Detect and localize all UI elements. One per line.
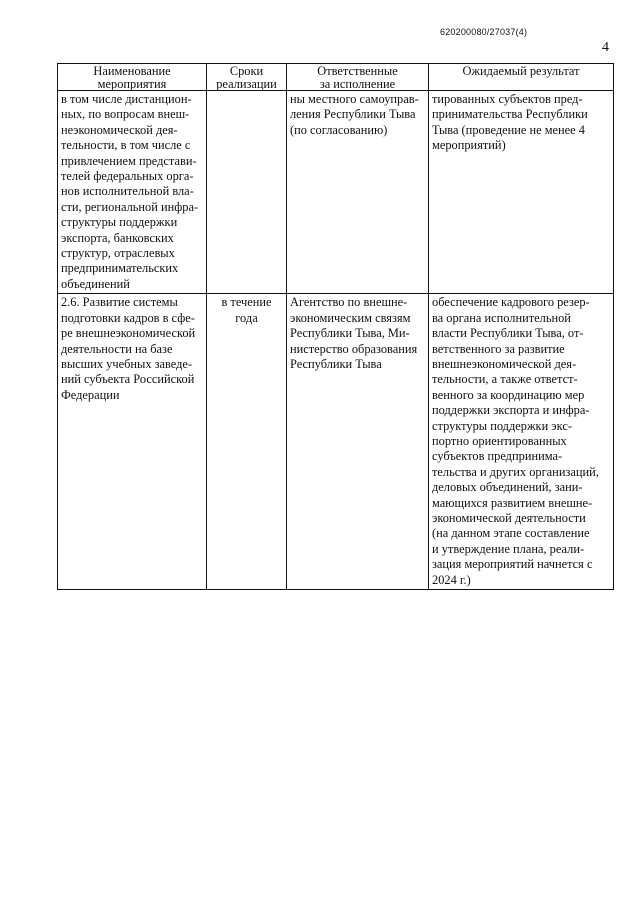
text-line: структур, отраслевых [61, 246, 175, 261]
text-line: года [235, 310, 258, 325]
text-line: мероприятий) [432, 138, 506, 153]
text-line: нов исполнительной вла- [61, 184, 194, 199]
text-line: поддержки экспорта и инфра- [432, 403, 590, 418]
text-line: 2024 г.) [432, 572, 471, 587]
table-header-row [58, 64, 614, 91]
text-line: подготовки кадров в сфе- [61, 310, 195, 325]
text-line: предпринимательских [61, 261, 179, 276]
cell-activity [58, 294, 207, 590]
text-line: тельства и других организаций, [432, 464, 599, 479]
table-row [58, 294, 614, 590]
document-number: 620200080/27037(4) [440, 27, 528, 37]
text-line: ре внешнеэкономической [61, 326, 196, 341]
text-line: за исполнение [319, 77, 396, 90]
cell-result [429, 91, 614, 294]
text-line: деловых объединений, зани- [432, 480, 583, 495]
text-line: Республики Тыва [290, 356, 382, 371]
text-line: ных, по вопросам внеш- [61, 107, 190, 122]
text-line: сти, региональной инфра- [61, 199, 199, 214]
text-line: тельности, в том числе с [61, 138, 191, 153]
text-line: (на данном этапе составление [432, 526, 590, 541]
text-line: мероприятия [97, 77, 167, 90]
text-line: зация мероприятий начнется с [432, 557, 593, 572]
header-result [429, 64, 614, 91]
text-line: реализации [216, 77, 277, 90]
cell-activity [58, 91, 207, 294]
text-line: венного за координацию мер [432, 387, 585, 402]
text-line: ветственного за развитие [432, 341, 565, 356]
text-line: Тыва (проведение не менее 4 [432, 122, 585, 137]
table-row [58, 91, 614, 294]
text-line: структуры поддержки экс- [432, 418, 572, 433]
text-line: власти Республики Тыва, от- [432, 326, 584, 341]
text-line: 2.6. Развитие системы [61, 295, 178, 310]
cell-responsible [287, 294, 429, 590]
text-line: Федерации [61, 387, 120, 402]
text-line: деятельности на базе [61, 341, 173, 356]
text-line: ва органа исполнительной [432, 310, 571, 325]
text-line: (по согласованию) [290, 122, 388, 137]
text-line: высших учебных заведе- [61, 356, 193, 371]
text-line: Республики Тыва, Ми- [290, 326, 410, 341]
text-line: тельности, а также ответст- [432, 372, 578, 387]
text-line: Сроки [229, 65, 264, 78]
text-line: Ответственные [317, 65, 398, 78]
text-line: Ожидаемый результат [462, 65, 580, 78]
text-line: в течение [221, 295, 272, 310]
text-line: обеспечение кадрового резер- [432, 295, 590, 310]
text-line: экономическим связям [290, 310, 411, 325]
text-line: Агентство по внешне- [290, 295, 408, 310]
text-line: принимательства Республики [432, 107, 588, 122]
cell-responsible [287, 91, 429, 294]
text-line: нистерство образования [290, 341, 418, 356]
text-line: ний субъекта Российской [61, 372, 195, 387]
text-line: мающихся развитием внешне- [432, 495, 593, 510]
text-line: неэкономической дея- [61, 122, 178, 137]
plan-table [57, 63, 614, 590]
header-name [58, 64, 207, 91]
text-line: привлечением представи- [61, 153, 197, 168]
text-line: структуры поддержки [61, 215, 178, 230]
text-line: ления Республики Тыва [290, 107, 416, 122]
text-line: тированных субъектов пред- [432, 92, 583, 106]
text-line: ны местного самоуправ- [290, 92, 419, 106]
text-line: портно ориентированных [432, 433, 567, 448]
cell-terms [207, 294, 287, 590]
header-terms [207, 64, 287, 91]
text-line: экспорта, банковских [61, 230, 174, 245]
text-line: субъектов предпринима- [432, 449, 563, 464]
text-line: и утверждение плана, реали- [432, 541, 585, 556]
text-line: в том числе дистанцион- [61, 92, 192, 106]
text-line: Наименование [93, 65, 171, 78]
cell-result [429, 294, 614, 590]
text-line: телей федеральных орга- [61, 169, 194, 184]
page-number: 4 [602, 40, 609, 55]
header-responsible [287, 64, 429, 91]
text-line: экономической деятельности [432, 510, 586, 525]
text-line: объединений [61, 276, 130, 291]
text-line: внешнеэкономической дея- [432, 356, 577, 371]
cell-terms [207, 91, 287, 294]
